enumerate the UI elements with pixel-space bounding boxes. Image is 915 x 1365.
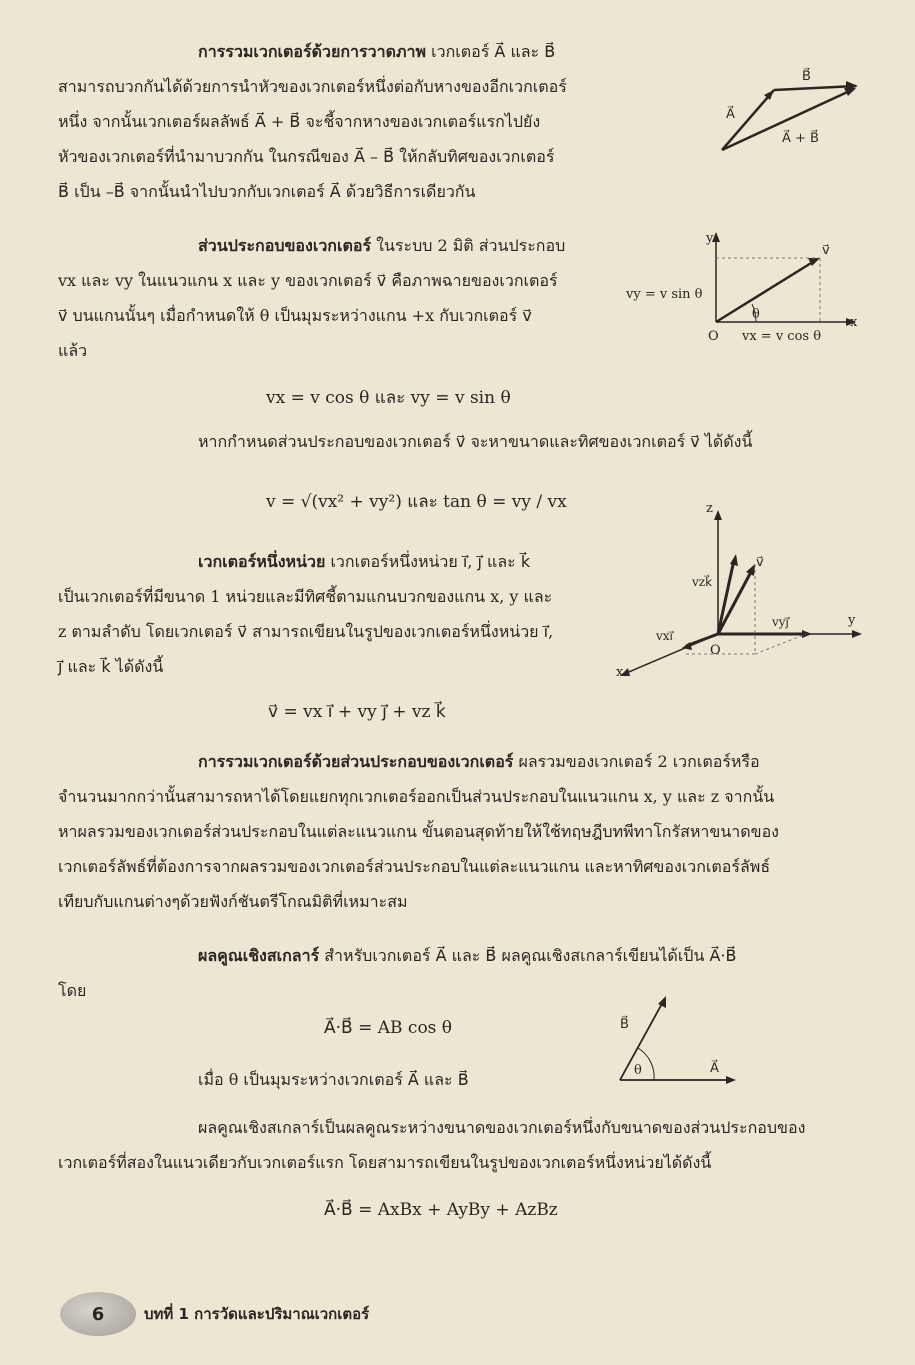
section-heading: ผลคูณเชิงสเกลาร์ (198, 946, 320, 965)
section-heading: การรวมเวกเตอร์ด้วยการวาดภาพ (198, 42, 427, 61)
dot-product-components-equation: A⃗·B⃗ = AxBx + AyBy + AzBz (324, 1200, 558, 1220)
components-text: หากกำหนดส่วนประกอบของเวกเตอร์ v⃗ จะหาขนาดและทิศของเวกเตอร์ v⃗ ได้ดังนี้ (198, 432, 753, 451)
magnitude-equation: v = √(vx² + vy²) และ tan θ = vy / vx (266, 492, 567, 512)
svg-text:vyj⃗: vyj⃗ (772, 615, 789, 629)
svg-text:v⃗: v⃗ (822, 243, 830, 258)
scalar-product-explanation: ผลคูณเชิงสเกลาร์เป็นผลคูณระหว่างขนาดของเวกเตอร์หนึ่งกับขนาดของส่วนประกอบของ เวกเตอร์ที่สองในแนวเดียวกับเวกเตอร์แรก โดยสามารถเขียนในรูปของเวกเตอร์หนึ่งหน่วยได้ดังนี้ (58, 1118, 806, 1172)
svg-text:y: y (848, 613, 856, 628)
chapter-title: บทที่ 1 การวัดและปริมาณเวกเตอร์ (144, 1305, 370, 1323)
label-b: B⃗ (802, 69, 811, 84)
svg-text:O: O (708, 329, 719, 344)
svg-text:A⃗: A⃗ (710, 1061, 719, 1076)
svg-text:vy = v sin θ: vy = v sin θ (626, 287, 703, 302)
svg-text:B⃗: B⃗ (620, 1017, 629, 1032)
scalar-product-section: ผลคูณเชิงสเกลาร์ สำหรับเวกเตอร์ A⃗ และ B⃗ ผลคูณเชิงสเกลาร์เขียนได้เป็น A⃗·B⃗ โดย (58, 946, 737, 1000)
vector-addition-diagram (712, 62, 872, 162)
label-sum: A⃗ + B⃗ (782, 131, 819, 146)
section-heading: เวกเตอร์หนึ่งหน่วย (198, 552, 326, 571)
section-heading: ส่วนประกอบของเวกเตอร์ (198, 236, 372, 255)
section-heading: การรวมเวกเตอร์ด้วยส่วนประกอบของเวกเตอร์ (198, 752, 514, 771)
svg-text:θ: θ (752, 307, 760, 322)
svg-text:v⃗: v⃗ (756, 555, 764, 570)
svg-text:θ: θ (634, 1063, 642, 1078)
component-addition-section: การรวมเวกเตอร์ด้วยส่วนประกอบของเวกเตอร์ ผลรวมของเวกเตอร์ 2 เวกเตอร์หรือ จำนวนมากกว่านั้นสามารถหาได้โดยแยกทุกเวกเตอร์ออกเป็นส่วนประกอบในแนวแกน x, y และ z จากนั้น หาผลรวมของเวกเตอร์ส่วนประกอบในแต่ละแนวแกน ขั้นตอนสุดท้ายให้ใช้ทฤษฎีบทพีทาโกรัสหาขนาดของ เวกเตอร์ลัพธ์ที่ต้องการจากผลรวมของเวกเตอร์ส่วนประกอบในแต่ละแนวแกน และหาทิศของเวกเตอร์ลัพธ์ เทียบกับแกนต่างๆด้วยฟังก์ชันตรีโกณมิติที่เหมาะสม (58, 752, 779, 911)
svg-text:vx = v cos θ: vx = v cos θ (742, 329, 822, 344)
svg-text:z: z (706, 501, 713, 516)
label-a: A⃗ (726, 107, 735, 122)
svg-text:vzk⃗: vzk⃗ (692, 575, 713, 589)
unit-vector-equation: v⃗ = vx i⃗ + vy j⃗ + vz k⃗ (268, 702, 446, 722)
component-equation: vx = v cos θ และ vy = v sin θ (266, 388, 511, 408)
dot-product-diagram (610, 990, 750, 1090)
svg-text:y: y (706, 231, 714, 246)
addition-graphic-section: การรวมเวกเตอร์ด้วยการวาดภาพ เวกเตอร์ A⃗ และ B⃗ สามารถบวกกันได้ด้วยการนำหัวของเวกเตอร์หนึ่งต่อกับหางของอีกเวกเตอร์ หนึ่ง จากนั้นเวกเตอร์ผลลัพธ์ A⃗ + B⃗ จะชี้จากหางของเวกเตอร์แรกไปยัง หัวของเวกเตอร์ที่นำมาบวกกัน ในกรณีของ A⃗ – B⃗ ให้กลับทิศของเวกเตอร์ B⃗ เป็น –B⃗ จากนั้นนำไปบวกกับเวกเตอร์ A⃗ ด้วยวิธีการเดียวกัน (58, 42, 567, 201)
vector-components-3d-diagram (612, 494, 872, 684)
svg-text:x: x (850, 315, 858, 330)
svg-text:O: O (710, 643, 721, 658)
page-number: 6 (60, 1292, 136, 1336)
svg-text:x: x (616, 665, 624, 680)
unit-vectors-section: เวกเตอร์หนึ่งหน่วย เวกเตอร์หนึ่งหน่วย i⃗, j⃗ และ k⃗ เป็นเวกเตอร์ที่มีขนาด 1 หน่วยและมีทิศชี้ตามแกนบวกของแกน x, y และ z ตามลำดับ โดยเวกเตอร์ v⃗ สามารถเขียนในรูปของเวกเตอร์หนึ่งหน่วย i⃗, j⃗ และ k⃗ ได้ดังนี้ (58, 552, 554, 676)
theta-definition: เมื่อ θ เป็นมุมระหว่างเวกเตอร์ A⃗ และ B⃗ (198, 1070, 469, 1089)
dot-product-equation: A⃗·B⃗ = AB cos θ (324, 1018, 453, 1038)
svg-text:vxi⃗: vxi⃗ (656, 629, 673, 643)
components-section: ส่วนประกอบของเวกเตอร์ ในระบบ 2 มิติ ส่วนประกอบ vx และ vy ในแนวแกน x และ y ของเวกเตอร์ v⃗ คือภาพฉายของเวกเตอร์ v⃗ บนแกนนั้นๆ เมื่อกำหนดให้ θ เป็นมุมระหว่างแกน +x กับเวกเตอร์ v⃗ แล้ว (58, 236, 566, 360)
vector-components-2d-diagram (624, 226, 864, 356)
